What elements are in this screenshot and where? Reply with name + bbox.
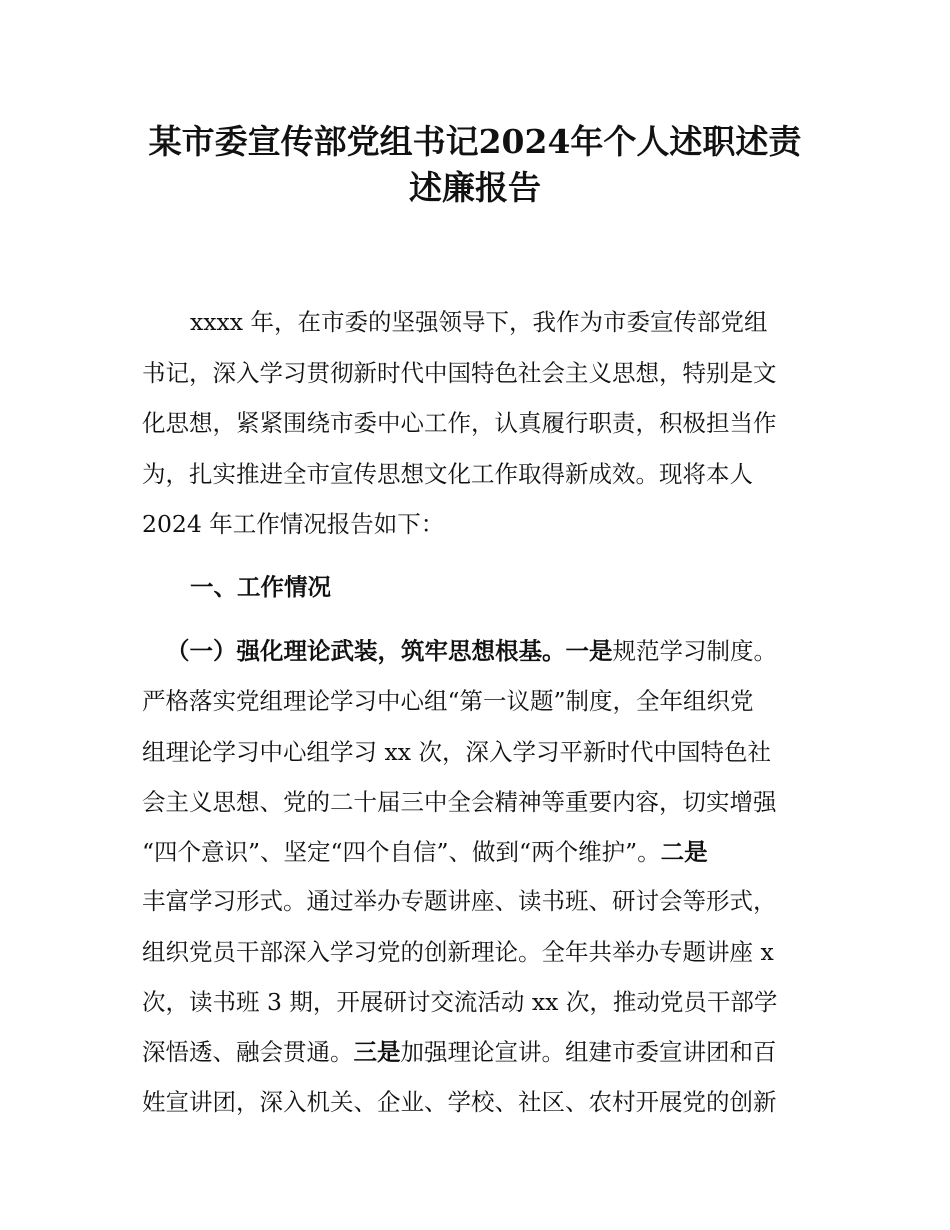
subsection-1-line-8: 次，读书班 3 期，开展研讨交流活动 xx 次，推动党员干部学 [142, 988, 778, 1016]
subsection-1-line-6: 丰富学习形式。通过举办专题讲座、读书班、研讨会等形式， [142, 887, 777, 915]
subsection-1-line-5 [0, 835, 950, 869]
subsection-1-line-1-text: 规范学习制度。 [612, 637, 777, 665]
subsection-1-line-9 [0, 1035, 950, 1069]
intro-line-1: xxxx 年，在市委的坚强领导下，我作为市委宣传部党组 [190, 308, 768, 336]
subsection-1-title: （一）强化理论武装，筑牢思想根基。一是 [166, 637, 613, 665]
document-title-line-2: 述廉报告 [409, 168, 541, 207]
subsection-1-line-3: 组理论学习中心组学习 xx 次，深入学习平新时代中国特色社 [142, 738, 771, 766]
point-three-label: 三是 [353, 1038, 401, 1066]
subsection-1-line-10: 姓宣讲团，深入机关、企业、学校、社区、农村开展党的创新 [142, 1088, 777, 1116]
point-two-label: 二是 [660, 838, 708, 866]
subsection-1-line-9-rest: 加强理论宣讲。组建市委宣讲团和百 [400, 1038, 777, 1066]
intro-line-2: 书记，深入学习贯彻新时代中国特色社会主义思想，特别是文 [142, 359, 777, 387]
intro-line-3: 化思想，紧紧围绕市委中心工作，认真履行职责，积极担当作 [142, 409, 777, 437]
intro-line-4: 为，扎实推进全市宣传思想文化工作取得新成效。现将本人 [142, 460, 753, 488]
document-title-line-1: 某市委宣传部党组书记2024年个人述职述责 [148, 122, 802, 161]
subsection-1-line-2: 严格落实党组理论学习中心组“第一议题”制度，全年组织党 [142, 687, 754, 715]
subsection-1-line-1 [0, 634, 950, 668]
subsection-1-line-7: 组织党员干部深入学习党的创新理论。全年共举办专题讲座 x [142, 938, 774, 966]
subsection-1-line-4: 会主义思想、党的二十届三中全会精神等重要内容，切实增强 [142, 788, 777, 816]
section-heading-work: 一、工作情况 [190, 573, 331, 601]
intro-line-5: 2024 年工作情况报告如下： [142, 510, 445, 538]
subsection-1-line-9-text: 深悟透、融会贯通。 [142, 1038, 354, 1066]
subsection-1-line-5-text: “四个意识”、坚定“四个自信”、做到“两个维护”。 [142, 838, 661, 866]
